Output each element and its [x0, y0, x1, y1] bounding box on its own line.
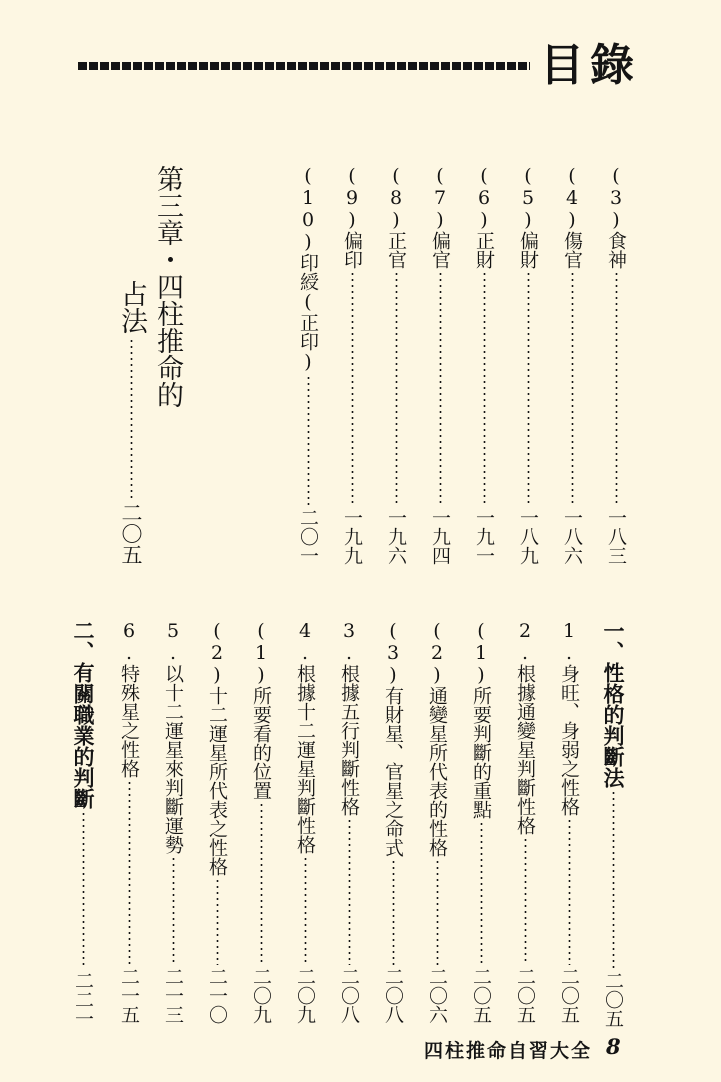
toc-label: (2)十二運星所代表之性格	[206, 620, 228, 876]
toc-entry-zhengcai[interactable]	[471, 165, 497, 565]
footer-page-number: 8	[606, 1034, 621, 1059]
toc-page: 二〇八	[382, 967, 404, 1024]
toc-label: 4.根據十二運星判斷性格	[294, 620, 316, 854]
toc-label: (3)有財星、官星之命式	[382, 620, 404, 857]
toc-page: 二〇五	[558, 967, 580, 1024]
toc-entry-pianguan[interactable]	[427, 165, 453, 565]
toc-entry-1[interactable]	[556, 620, 582, 1024]
toc-entry-section-2[interactable]	[70, 620, 96, 1028]
dot-leader	[216, 878, 219, 965]
toc-entry-3[interactable]	[336, 620, 362, 1024]
dot-leader	[395, 271, 398, 506]
toc-entry-5[interactable]	[160, 620, 186, 1024]
toc-label: (9)偏印	[341, 165, 363, 269]
toc-entry-yinshou[interactable]	[295, 165, 321, 565]
toc-page: 二二一	[72, 971, 94, 1028]
toc-label: (5)偏財	[517, 165, 539, 269]
dot-leader	[260, 802, 263, 965]
toc-entry-4-2[interactable]	[204, 620, 230, 1024]
toc-label: (2)通變星所代表的性格	[426, 620, 448, 857]
toc-page: 二〇九	[294, 967, 316, 1024]
dot-leader	[524, 837, 527, 965]
toc-entry-4-1[interactable]	[248, 620, 274, 1024]
dot-leader	[172, 856, 175, 965]
dot-leader	[307, 375, 310, 506]
dot-leader	[571, 271, 574, 506]
toc-label: (3)食神	[605, 165, 627, 269]
toc-entry-section-1[interactable]	[600, 620, 626, 1028]
dot-leader	[128, 780, 131, 965]
toc-page: 一九六	[385, 508, 407, 565]
toc-label: (4)傷官	[561, 165, 583, 269]
toc-label: (8)正官	[385, 165, 407, 269]
toc-entry-2[interactable]	[512, 620, 538, 1024]
toc-label: 5.以十二運星來判斷運勢	[162, 620, 184, 854]
dot-leader	[82, 811, 85, 969]
dot-leader	[348, 818, 351, 965]
toc-label: 1.身旺、身弱之性格	[558, 620, 580, 816]
toc-label: (1)所要看的位置	[250, 620, 272, 800]
toc-page: 二一三	[162, 967, 184, 1024]
toc-page: 二〇九	[250, 967, 272, 1024]
dot-leader	[351, 271, 354, 506]
page-title: 目錄	[540, 40, 640, 91]
dot-leader	[568, 818, 571, 965]
toc-label: (7)偏官	[429, 165, 451, 269]
toc-entry-2-1[interactable]	[468, 620, 494, 1024]
toc-label: 二、有關職業的判斷	[71, 620, 95, 809]
toc-page: 二一五	[118, 967, 140, 1024]
toc-page: 二〇五	[514, 967, 536, 1024]
dot-leader	[130, 338, 133, 498]
toc-page: 二〇一	[297, 508, 319, 565]
header-rule	[78, 62, 530, 70]
dot-leader	[612, 790, 615, 969]
toc-page: 二〇八	[338, 967, 360, 1024]
toc-page: 一九四	[429, 508, 451, 565]
chapter-entry[interactable]	[114, 280, 148, 565]
toc-page: 二〇五	[602, 971, 624, 1028]
toc-page: 二一〇	[206, 967, 228, 1024]
dot-leader	[439, 271, 442, 506]
toc-page: 一八三	[605, 508, 627, 565]
toc-entry-pianyin[interactable]	[339, 165, 365, 565]
toc-page: 一九一	[473, 508, 495, 565]
toc-entry-4[interactable]	[292, 620, 318, 1024]
toc-label: (1)所要判斷的重點	[470, 620, 492, 819]
toc-entry-shishen[interactable]	[603, 165, 629, 565]
dot-leader	[392, 859, 395, 965]
toc-label: 6.特殊星之性格	[118, 620, 140, 778]
dot-leader	[615, 271, 618, 506]
toc-entry-shangguan[interactable]	[559, 165, 585, 565]
toc-label: (6)正財	[473, 165, 495, 269]
toc-label: 2.根據通變星判斷性格	[514, 620, 536, 835]
toc-page: 一八六	[561, 508, 583, 565]
toc-entry-2-2[interactable]	[424, 620, 450, 1024]
footer-book-title: 四柱推命自習大全	[424, 1040, 593, 1062]
toc-entry-6[interactable]	[116, 620, 142, 1024]
toc-page: 一九九	[341, 508, 363, 565]
dot-leader	[527, 271, 530, 506]
chapter-page: 二〇五	[119, 502, 143, 565]
chapter-subtitle: 占法	[116, 280, 147, 334]
toc-entry-zhengguan[interactable]	[383, 165, 409, 565]
toc-entry-2-3[interactable]	[380, 620, 406, 1024]
toc-entry-piancai[interactable]	[515, 165, 541, 565]
dot-leader	[480, 821, 483, 965]
toc-page: 二〇六	[426, 967, 448, 1024]
chapter-heading: 第三章・四柱推命的	[152, 165, 183, 408]
toc-label: 3.根據五行判斷性格	[338, 620, 360, 816]
toc-label: 一、性格的判斷法	[601, 620, 625, 788]
dot-leader	[304, 856, 307, 965]
toc-label: (10)印綬(正印)	[297, 165, 319, 373]
dot-leader	[436, 859, 439, 965]
toc-page: 二〇五	[470, 967, 492, 1024]
toc-page: 一八九	[517, 508, 539, 565]
dot-leader	[483, 271, 486, 506]
